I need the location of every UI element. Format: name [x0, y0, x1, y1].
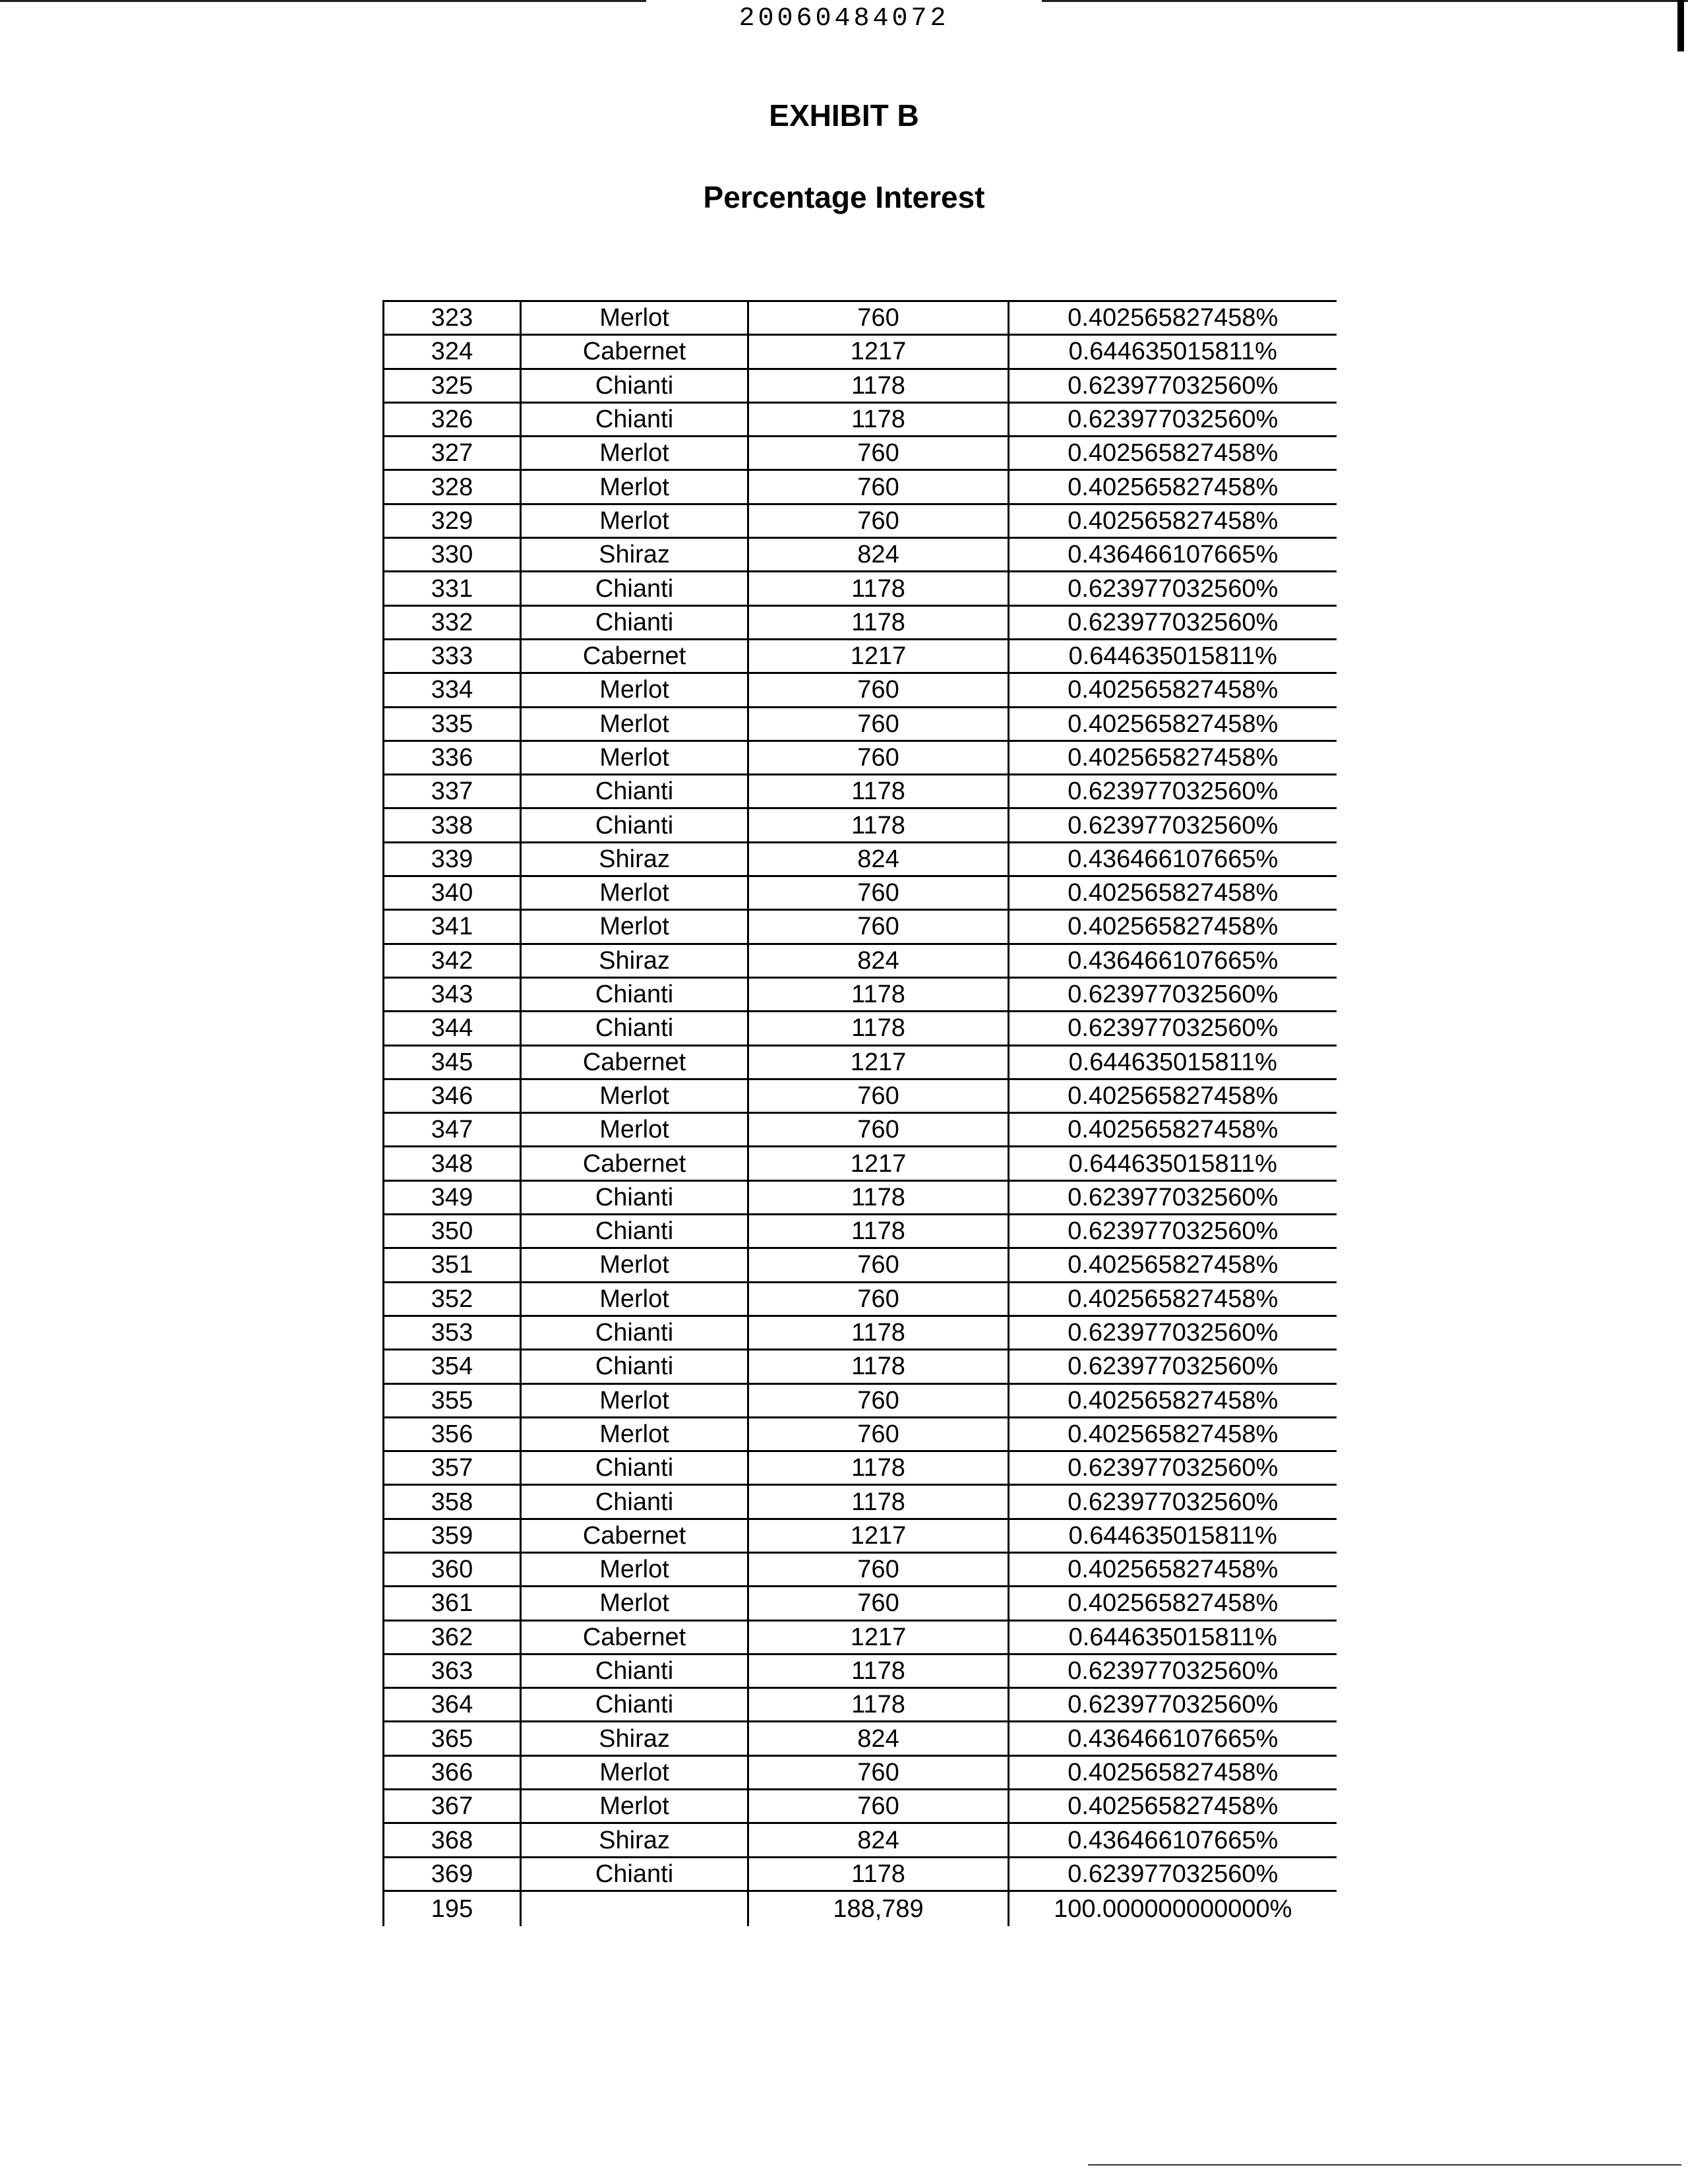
square-feet-cell: 1217 [748, 335, 1009, 369]
total-square-feet-cell: 188,789 [748, 1891, 1009, 1926]
percentage-cell: 0.402565827458% [1009, 1282, 1337, 1316]
unit-number-cell: 351 [384, 1248, 521, 1282]
square-feet-cell: 760 [748, 1383, 1009, 1417]
table-row [384, 1383, 1337, 1417]
unit-number-cell: 334 [384, 673, 521, 707]
percentage-cell: 0.402565827458% [1009, 1417, 1337, 1451]
document-number: 20060484072 [738, 4, 950, 34]
unit-type-cell: Merlot [521, 470, 748, 504]
table-row [384, 1552, 1337, 1586]
unit-number-cell: 338 [384, 808, 521, 842]
square-feet-cell: 760 [748, 1552, 1009, 1586]
square-feet-cell: 760 [748, 1587, 1009, 1620]
unit-type-cell: Chianti [521, 808, 748, 842]
table-row [384, 1823, 1337, 1857]
percentage-cell: 0.436466107665% [1009, 1823, 1337, 1857]
table-row [384, 1045, 1337, 1079]
unit-type-cell: Cabernet [521, 1519, 748, 1552]
percentage-cell: 0.402565827458% [1009, 504, 1337, 537]
unit-type-cell: Merlot [521, 1417, 748, 1451]
table-row [384, 1012, 1337, 1045]
table-row [384, 1654, 1337, 1687]
unit-type-cell: Chianti [521, 1485, 748, 1519]
unit-number-cell: 325 [384, 369, 521, 402]
percentage-cell: 0.402565827458% [1009, 910, 1337, 944]
square-feet-cell: 824 [748, 944, 1009, 977]
unit-number-cell: 368 [384, 1823, 521, 1857]
table-row [384, 1485, 1337, 1519]
square-feet-cell: 760 [748, 1790, 1009, 1823]
unit-type-cell: Chianti [521, 1857, 748, 1891]
total-units-cell: 195 [384, 1891, 521, 1926]
unit-type-cell: Chianti [521, 605, 748, 639]
unit-type-cell: Cabernet [521, 1620, 748, 1654]
table-row [384, 842, 1337, 876]
percentage-cell: 0.402565827458% [1009, 1790, 1337, 1823]
percentage-cell: 0.644635015811% [1009, 1519, 1337, 1552]
unit-type-cell: Merlot [521, 673, 748, 707]
square-feet-cell: 1217 [748, 1045, 1009, 1079]
unit-number-cell: 328 [384, 470, 521, 504]
exhibit-subtitle: Percentage Interest [703, 180, 985, 214]
unit-number-cell: 323 [384, 301, 521, 335]
percentage-cell: 0.623977032560% [1009, 1654, 1337, 1687]
unit-type-cell: Merlot [521, 437, 748, 470]
percentage-cell: 0.623977032560% [1009, 1350, 1337, 1383]
unit-number-cell: 362 [384, 1620, 521, 1654]
percentage-cell: 0.623977032560% [1009, 1215, 1337, 1248]
percentage-cell: 0.623977032560% [1009, 605, 1337, 639]
percentage-cell: 0.623977032560% [1009, 808, 1337, 842]
percentage-cell: 0.402565827458% [1009, 741, 1337, 774]
unit-number-cell: 341 [384, 910, 521, 944]
square-feet-cell: 1178 [748, 1012, 1009, 1045]
square-feet-cell: 760 [748, 301, 1009, 335]
table-row [384, 335, 1337, 369]
unit-type-cell: Shiraz [521, 842, 748, 876]
square-feet-cell: 824 [748, 538, 1009, 572]
scan-edge-top-right [1042, 0, 1688, 2]
table-row [384, 1417, 1337, 1451]
unit-number-cell: 345 [384, 1045, 521, 1079]
unit-type-cell: Merlot [521, 1079, 748, 1112]
square-feet-cell: 1178 [748, 775, 1009, 808]
unit-number-cell: 339 [384, 842, 521, 876]
table-row [384, 1857, 1337, 1891]
unit-type-cell: Merlot [521, 707, 748, 741]
unit-number-cell: 365 [384, 1722, 521, 1755]
unit-type-cell: Shiraz [521, 944, 748, 977]
unit-number-cell: 330 [384, 538, 521, 572]
square-feet-cell: 1178 [748, 572, 1009, 605]
table-row [384, 1147, 1337, 1180]
percentage-cell: 0.402565827458% [1009, 301, 1337, 335]
square-feet-cell: 1217 [748, 639, 1009, 673]
percentage-cell: 0.402565827458% [1009, 673, 1337, 707]
unit-number-cell: 348 [384, 1147, 521, 1180]
unit-type-cell: Merlot [521, 1587, 748, 1620]
square-feet-cell: 1178 [748, 1316, 1009, 1349]
unit-number-cell: 347 [384, 1113, 521, 1147]
square-feet-cell: 1178 [748, 1215, 1009, 1248]
table-row [384, 1180, 1337, 1214]
square-feet-cell: 1217 [748, 1147, 1009, 1180]
unit-number-cell: 353 [384, 1316, 521, 1349]
unit-number-cell: 358 [384, 1485, 521, 1519]
percentage-cell: 0.402565827458% [1009, 707, 1337, 741]
table-row [384, 808, 1337, 842]
unit-type-cell: Chianti [521, 1012, 748, 1045]
percentage-cell: 0.623977032560% [1009, 572, 1337, 605]
unit-number-cell: 359 [384, 1519, 521, 1552]
percentage-cell: 0.644635015811% [1009, 335, 1337, 369]
square-feet-cell: 1178 [748, 1180, 1009, 1214]
table-row [384, 470, 1337, 504]
square-feet-cell: 760 [748, 1417, 1009, 1451]
square-feet-cell: 1217 [748, 1519, 1009, 1552]
percentage-cell: 0.623977032560% [1009, 1857, 1337, 1891]
percentage-cell: 0.644635015811% [1009, 1045, 1337, 1079]
unit-type-cell: Merlot [521, 1790, 748, 1823]
percentage-cell: 0.402565827458% [1009, 876, 1337, 910]
unit-type-cell: Chianti [521, 369, 748, 402]
table-row [384, 1215, 1337, 1248]
square-feet-cell: 1178 [748, 1350, 1009, 1383]
unit-number-cell: 357 [384, 1451, 521, 1485]
table-row [384, 1451, 1337, 1485]
percentage-cell: 0.623977032560% [1009, 977, 1337, 1011]
unit-number-cell: 354 [384, 1350, 521, 1383]
percentage-cell: 0.402565827458% [1009, 1079, 1337, 1112]
table-row [384, 910, 1337, 944]
unit-number-cell: 350 [384, 1215, 521, 1248]
square-feet-cell: 760 [748, 741, 1009, 774]
unit-type-cell: Cabernet [521, 1045, 748, 1079]
square-feet-cell: 760 [748, 707, 1009, 741]
unit-type-cell: Chianti [521, 402, 748, 436]
unit-type-cell: Chianti [521, 1688, 748, 1722]
percentage-interest-table-container [382, 300, 1337, 1926]
unit-number-cell: 329 [384, 504, 521, 537]
table-row [384, 775, 1337, 808]
unit-number-cell: 333 [384, 639, 521, 673]
percentage-cell: 0.436466107665% [1009, 538, 1337, 572]
percentage-cell: 0.436466107665% [1009, 1722, 1337, 1755]
unit-number-cell: 335 [384, 707, 521, 741]
square-feet-cell: 760 [748, 876, 1009, 910]
square-feet-cell: 760 [748, 437, 1009, 470]
unit-type-cell: Merlot [521, 504, 748, 537]
percentage-cell: 0.623977032560% [1009, 775, 1337, 808]
table-row [384, 1620, 1337, 1654]
square-feet-cell: 760 [748, 1282, 1009, 1316]
percentage-cell: 0.623977032560% [1009, 402, 1337, 436]
percentage-cell: 0.644635015811% [1009, 1620, 1337, 1654]
unit-type-cell: Chianti [521, 1350, 748, 1383]
unit-type-cell: Chianti [521, 1215, 748, 1248]
unit-type-cell: Chianti [521, 1316, 748, 1349]
unit-type-cell: Shiraz [521, 1722, 748, 1755]
unit-number-cell: 356 [384, 1417, 521, 1451]
square-feet-cell: 1178 [748, 977, 1009, 1011]
unit-number-cell: 343 [384, 977, 521, 1011]
unit-number-cell: 363 [384, 1654, 521, 1687]
unit-type-cell: Cabernet [521, 1147, 748, 1180]
unit-number-cell: 337 [384, 775, 521, 808]
table-row [384, 944, 1337, 977]
square-feet-cell: 1178 [748, 402, 1009, 436]
square-feet-cell: 1178 [748, 1451, 1009, 1485]
percentage-cell: 0.623977032560% [1009, 1180, 1337, 1214]
square-feet-cell: 1178 [748, 1485, 1009, 1519]
table-row [384, 741, 1337, 774]
unit-type-cell: Merlot [521, 876, 748, 910]
table-row [384, 707, 1337, 741]
table-row [384, 639, 1337, 673]
percentage-cell: 0.402565827458% [1009, 1383, 1337, 1417]
square-feet-cell: 760 [748, 1113, 1009, 1147]
unit-number-cell: 364 [384, 1688, 521, 1722]
square-feet-cell: 824 [748, 842, 1009, 876]
percentage-cell: 0.623977032560% [1009, 1688, 1337, 1722]
unit-type-cell: Shiraz [521, 538, 748, 572]
unit-number-cell: 349 [384, 1180, 521, 1214]
scan-edge-top-left [0, 0, 646, 2]
square-feet-cell: 1178 [748, 605, 1009, 639]
square-feet-cell: 1178 [748, 808, 1009, 842]
unit-number-cell: 336 [384, 741, 521, 774]
unit-number-cell: 332 [384, 605, 521, 639]
percentage-cell: 0.623977032560% [1009, 1316, 1337, 1349]
table-row [384, 1248, 1337, 1282]
square-feet-cell: 1178 [748, 1654, 1009, 1687]
unit-number-cell: 369 [384, 1857, 521, 1891]
unit-number-cell: 355 [384, 1383, 521, 1417]
table-row [384, 402, 1337, 436]
unit-type-cell: Merlot [521, 1552, 748, 1586]
unit-type-cell: Cabernet [521, 639, 748, 673]
square-feet-cell: 760 [748, 1248, 1009, 1282]
unit-number-cell: 366 [384, 1755, 521, 1789]
table-row [384, 504, 1337, 537]
table-row [384, 1722, 1337, 1755]
table-row [384, 1587, 1337, 1620]
table-row [384, 437, 1337, 470]
unit-type-cell: Chianti [521, 1180, 748, 1214]
percentage-cell: 0.402565827458% [1009, 1587, 1337, 1620]
unit-number-cell: 344 [384, 1012, 521, 1045]
unit-type-cell: Merlot [521, 1383, 748, 1417]
table-row [384, 1079, 1337, 1112]
percentage-cell: 0.436466107665% [1009, 842, 1337, 876]
unit-type-cell: Chianti [521, 1451, 748, 1485]
table-row [384, 301, 1337, 335]
unit-type-cell: Merlot [521, 910, 748, 944]
total-percentage-cell: 100.000000000000% [1009, 1891, 1337, 1926]
percentage-cell: 0.402565827458% [1009, 1113, 1337, 1147]
percentage-cell: 0.644635015811% [1009, 639, 1337, 673]
unit-number-cell: 352 [384, 1282, 521, 1316]
unit-number-cell: 361 [384, 1587, 521, 1620]
unit-type-cell: Chianti [521, 572, 748, 605]
unit-number-cell: 346 [384, 1079, 521, 1112]
percentage-cell: 0.623977032560% [1009, 1451, 1337, 1485]
unit-type-cell: Merlot [521, 1755, 748, 1789]
unit-type-cell: Chianti [521, 977, 748, 1011]
square-feet-cell: 824 [748, 1722, 1009, 1755]
table-row [384, 369, 1337, 402]
square-feet-cell: 824 [748, 1823, 1009, 1857]
square-feet-cell: 760 [748, 1079, 1009, 1112]
scan-edge-bottom [1088, 2164, 1681, 2166]
unit-type-cell: Merlot [521, 1248, 748, 1282]
percentage-cell: 0.623977032560% [1009, 1012, 1337, 1045]
exhibit-title: EXHIBIT B [769, 98, 919, 133]
percentage-cell: 0.402565827458% [1009, 1755, 1337, 1789]
table-row [384, 1282, 1337, 1316]
table-row [384, 1790, 1337, 1823]
table-body [384, 301, 1337, 1926]
total-blank-cell [521, 1891, 748, 1926]
table-row [384, 1113, 1337, 1147]
table-row [384, 605, 1337, 639]
unit-type-cell: Merlot [521, 1282, 748, 1316]
square-feet-cell: 1217 [748, 1620, 1009, 1654]
unit-number-cell: 360 [384, 1552, 521, 1586]
table-row [384, 1519, 1337, 1552]
percentage-cell: 0.436466107665% [1009, 944, 1337, 977]
percentage-cell: 0.623977032560% [1009, 1485, 1337, 1519]
unit-type-cell: Chianti [521, 775, 748, 808]
unit-type-cell: Merlot [521, 301, 748, 335]
unit-number-cell: 331 [384, 572, 521, 605]
unit-number-cell: 340 [384, 876, 521, 910]
unit-type-cell: Merlot [521, 741, 748, 774]
unit-type-cell: Merlot [521, 1113, 748, 1147]
percentage-cell: 0.402565827458% [1009, 437, 1337, 470]
square-feet-cell: 1178 [748, 369, 1009, 402]
square-feet-cell: 760 [748, 470, 1009, 504]
unit-number-cell: 327 [384, 437, 521, 470]
unit-type-cell: Shiraz [521, 1823, 748, 1857]
unit-number-cell: 367 [384, 1790, 521, 1823]
percentage-cell: 0.623977032560% [1009, 369, 1337, 402]
square-feet-cell: 760 [748, 1755, 1009, 1789]
table-row [384, 572, 1337, 605]
unit-type-cell: Cabernet [521, 335, 748, 369]
unit-type-cell: Chianti [521, 1654, 748, 1687]
percentage-cell: 0.644635015811% [1009, 1147, 1337, 1180]
square-feet-cell: 1178 [748, 1688, 1009, 1722]
unit-number-cell: 324 [384, 335, 521, 369]
square-feet-cell: 1178 [748, 1857, 1009, 1891]
table-row [384, 1350, 1337, 1383]
percentage-interest-table [382, 300, 1337, 1926]
table-row [384, 1688, 1337, 1722]
unit-number-cell: 326 [384, 402, 521, 436]
percentage-cell: 0.402565827458% [1009, 470, 1337, 504]
table-row [384, 538, 1337, 572]
unit-number-cell: 342 [384, 944, 521, 977]
table-row [384, 1755, 1337, 1789]
square-feet-cell: 760 [748, 673, 1009, 707]
percentage-cell: 0.402565827458% [1009, 1248, 1337, 1282]
percentage-cell: 0.402565827458% [1009, 1552, 1337, 1586]
table-row [384, 977, 1337, 1011]
table-row [384, 1316, 1337, 1349]
square-feet-cell: 760 [748, 910, 1009, 944]
table-row [384, 876, 1337, 910]
table-row [384, 673, 1337, 707]
square-feet-cell: 760 [748, 504, 1009, 537]
total-row [384, 1891, 1337, 1926]
